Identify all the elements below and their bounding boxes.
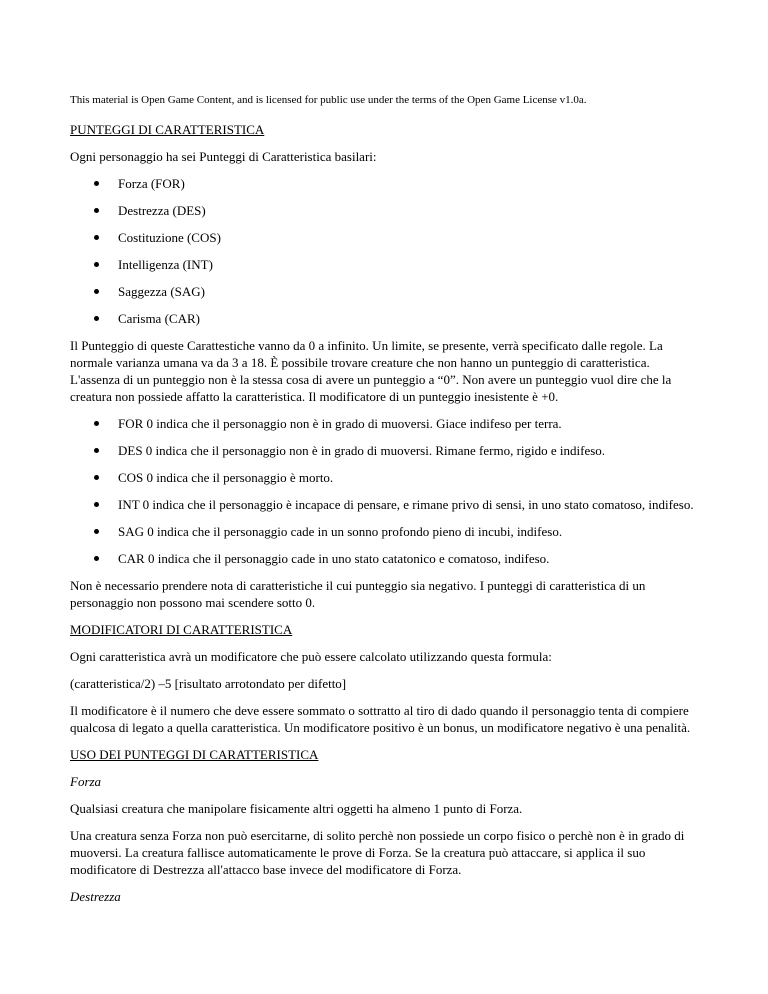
scores-intro: Ogni personaggio ha sei Punteggi di Caratteristica basilari: [70, 149, 377, 164]
section-heading-scores: PUNTEGGI DI CARATTERISTICA [70, 122, 265, 137]
modifiers-explanation: Il modificatore è il numero che deve essere sommato o sottratto al tiro di dado quando il personaggio tenta di compiere qualcosa di legato a quella caratteristica. Un modificatore positivo è un bonus, un modificatore negativo è una penalità. [70, 703, 691, 735]
scores-paragraph: Il Punteggio di queste Carattestiche vanno da 0 a infinito. Un limite, se presente, verrà specificato dalle regole. La normale varianza umana va da 3 a 18. È possibile trovare creature che non hanno un punteggio di caratteristica. L'assenza di un punteggio non è la stessa cosa di avere un punteggio a “0”. Non avere un punteggio vuol dire che la creatura non possiede affatto la caratteristica. Il modificatore di un punteggio inesistente è +0. [70, 338, 672, 404]
list-item: Forza (FOR) [70, 175, 698, 192]
list-item: CAR 0 indica che il personaggio cade in uno stato catatonico e comatoso, indifeso. [70, 550, 698, 567]
list-item: Saggezza (SAG) [70, 283, 698, 300]
subheading-destrezza: Destrezza [70, 889, 121, 904]
zero-effects-list [70, 415, 698, 567]
list-item: Intelligenza (INT) [70, 256, 698, 273]
modifier-formula: (caratteristica/2) –5 [risultato arrotondato per difetto] [70, 676, 347, 691]
license-notice: This material is Open Game Content, and is licensed for public use under the terms of the Open Game License v1.0a. [70, 94, 587, 106]
list-item: Costituzione (COS) [70, 229, 698, 246]
abilities-list [70, 175, 698, 327]
scores-closing: Non è necessario prendere nota di caratteristiche il cui punteggio sia negativo. I punteggi di caratteristica di un personaggio non possono mai scendere sotto 0. [70, 578, 646, 610]
list-item: Carisma (CAR) [70, 310, 698, 327]
section-heading-modifiers: MODIFICATORI DI CARATTERISTICA [70, 622, 293, 637]
modifiers-intro: Ogni caratteristica avrà un modificatore che può essere calcolato utilizzando questa formula: [70, 649, 552, 664]
section-heading-usage: USO DEI PUNTEGGI DI CARATTERISTICA [70, 747, 319, 762]
list-item: SAG 0 indica che il personaggio cade in un sonno profondo pieno di incubi, indifeso. [70, 523, 698, 540]
list-item: DES 0 indica che il personaggio non è in grado di muoversi. Rimane fermo, rigido e indifeso. [70, 442, 698, 459]
list-item: Destrezza (DES) [70, 202, 698, 219]
forza-paragraph-1: Qualsiasi creatura che manipolare fisicamente altri oggetti ha almeno 1 punto di Forza. [70, 801, 523, 816]
forza-paragraph-2: Una creatura senza Forza non può esercitarne, di solito perchè non possiede un corpo fisico o perchè non è in grado di muoversi. La creatura fallisce automaticamente le prove di Forza. Se la creatura può attaccare, si applica il suo modificatore di Destrezza all'attacco base invece del modificatore di Forza. [70, 828, 685, 877]
subheading-forza: Forza [70, 774, 102, 789]
list-item: INT 0 indica che il personaggio è incapace di pensare, e rimane privo di sensi, in uno stato comatoso, indifeso. [70, 496, 698, 513]
list-item: COS 0 indica che il personaggio è morto. [70, 469, 698, 486]
list-item: FOR 0 indica che il personaggio non è in grado di muoversi. Giace indifeso per terra. [70, 415, 698, 432]
